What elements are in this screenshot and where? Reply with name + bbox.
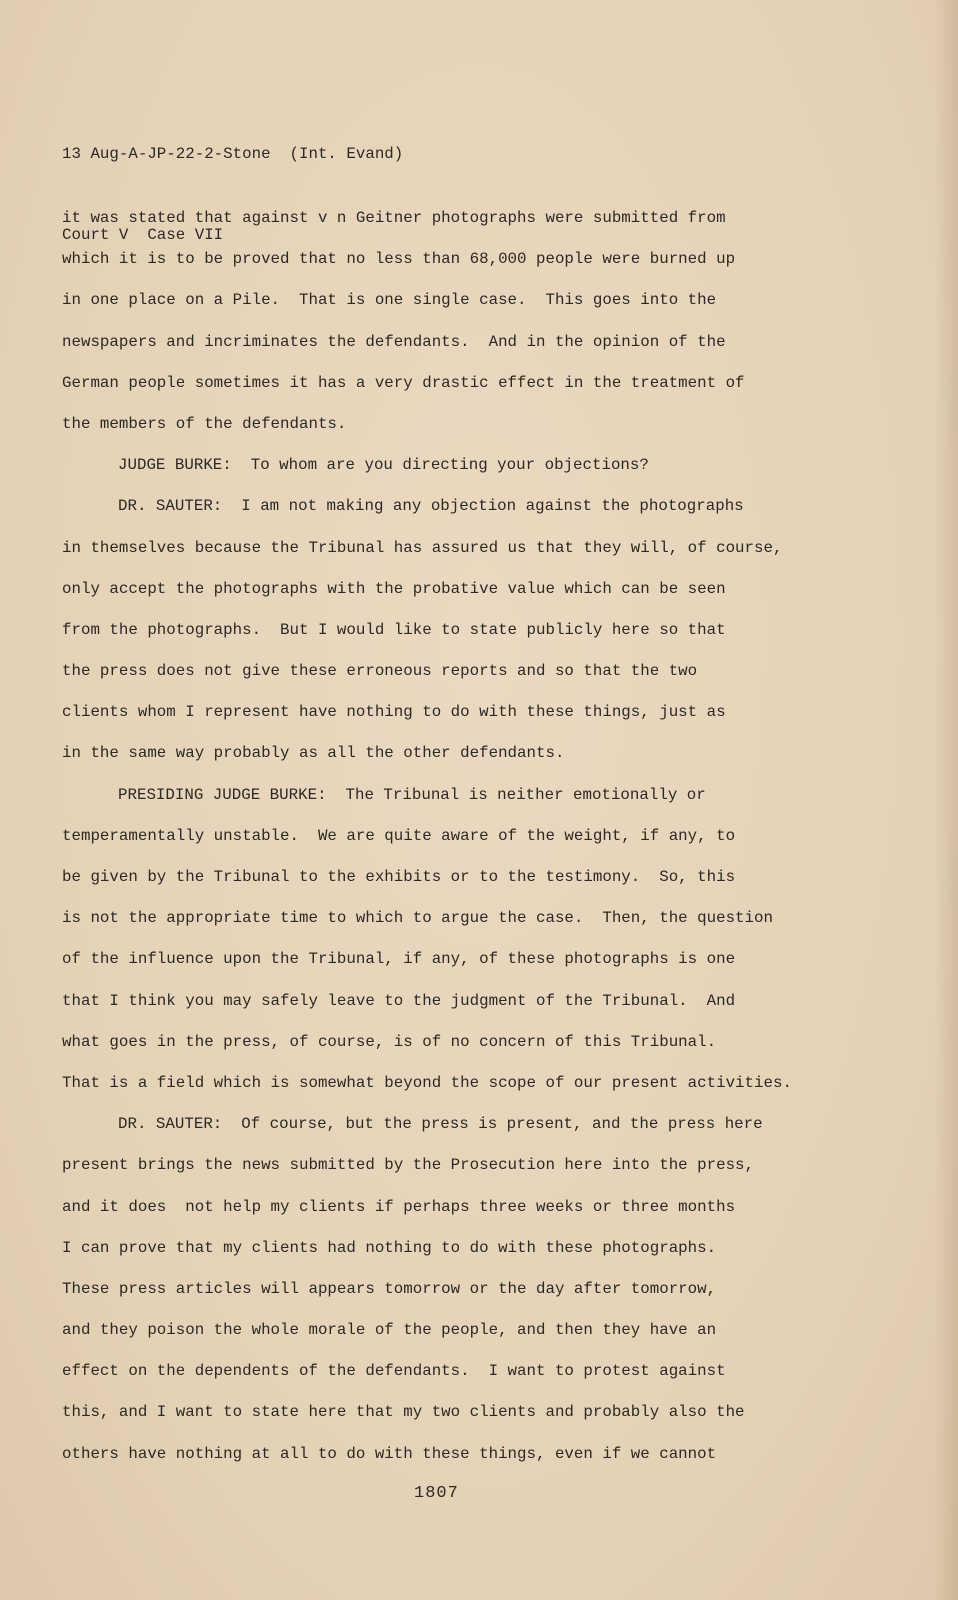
- text-line: That is a field which is somewhat beyond the scope of our present activities.: [62, 1073, 792, 1092]
- speaker-line-judge-burke: JUDGE BURKE: To whom are you directing your objections?: [118, 456, 649, 475]
- header-line-2: Court V Case VII: [62, 226, 224, 245]
- header-line-1: 13 Aug-A-JP-22-2-Stone (Int. Evand): [62, 145, 404, 163]
- transcript-body: [62, 208, 942, 1485]
- text-line: in the same way probably as all the other defendants.: [62, 744, 565, 763]
- text-line: present brings the news submitted by the Prosecution here into the press,: [62, 1156, 755, 1175]
- text-line: the press does not give these erroneous reports and so that the two: [62, 662, 698, 681]
- text-line: this, and I want to state here that my two clients and probably also the: [62, 1403, 745, 1422]
- text-line: is not the appropriate time to which to argue the case. Then, the question: [62, 909, 773, 928]
- speaker-line-dr-sauter: DR. SAUTER: I am not making any objection against the photographs: [118, 497, 744, 516]
- text-line: in one place on a Pile. That is one single case. This goes into the: [62, 291, 717, 310]
- text-line: newspapers and incriminates the defendants. And in the opinion of the: [62, 332, 726, 351]
- text-line: clients whom I represent have nothing to do with these things, just as: [62, 703, 726, 722]
- text-line: and they poison the whole morale of the people, and then they have an: [62, 1321, 717, 1340]
- speaker-line-dr-sauter: DR. SAUTER: Of course, but the press is present, and the press here: [118, 1115, 763, 1134]
- text-line: German people sometimes it has a very drastic effect in the treatment of: [62, 373, 745, 392]
- text-line: These press articles will appears tomorrow or the day after tomorrow,: [62, 1279, 717, 1298]
- text-line: I can prove that my clients had nothing to do with these photographs.: [62, 1238, 717, 1257]
- text-line: the members of the defendants.: [62, 414, 347, 433]
- text-line: which it is to be proved that no less than 68,000 people were burned up: [62, 250, 736, 269]
- text-line: be given by the Tribunal to the exhibits or to the testimony. So, this: [62, 868, 736, 886]
- text-line: in themselves because the Tribunal has assured us that they will, of course,: [62, 538, 783, 557]
- text-line: it was stated that against v n Geitner photographs were submitted from: [62, 209, 726, 227]
- text-line: and it does not help my clients if perhaps three weeks or three months: [62, 1197, 736, 1216]
- speaker-line-presiding-judge: PRESIDING JUDGE BURKE: The Tribunal is neither emotionally or: [118, 785, 706, 804]
- text-line: temperamentally unstable. We are quite aware of the weight, if any, to: [62, 826, 736, 845]
- page-number: 1807: [414, 1484, 459, 1503]
- text-line: others have nothing at all to do with these things, even if we cannot: [62, 1444, 717, 1463]
- text-line: of the influence upon the Tribunal, if any, of these photographs is one: [62, 950, 736, 969]
- text-line: effect on the dependents of the defendants. I want to protest against: [62, 1362, 726, 1381]
- text-line: only accept the photographs with the probative value which can be seen: [62, 579, 726, 598]
- text-line: that I think you may safely leave to the judgment of the Tribunal. And: [62, 991, 736, 1010]
- text-line: from the photographs. But I would like to state publicly here so that: [62, 620, 726, 639]
- text-line: what goes in the press, of course, is of no concern of this Tribunal.: [62, 1032, 717, 1051]
